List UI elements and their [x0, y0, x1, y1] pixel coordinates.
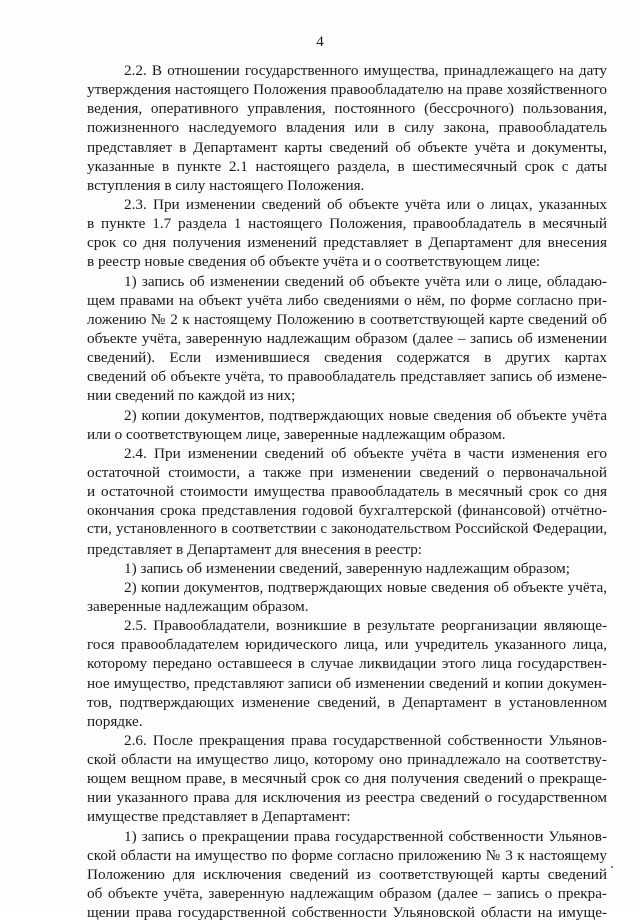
text-line: представляет в Департамент для внесения в реестр: [87, 540, 423, 558]
text-line: ложению № 2 к настоящему Положению в соответствующей карте сведений об [87, 310, 607, 328]
text-line: 2.2. В отношении государственного имущества, принадлежащего на дату [124, 62, 607, 79]
text-line: 2.4. При изменении сведений об объекте учёта в части изменения его [124, 444, 607, 462]
text-line: 2.6. После прекращения права государственной собственности Ульянов- [124, 731, 607, 749]
document-body [87, 61, 607, 922]
text-line: срок со дня получения изменений представляет в Департамент для внесения [87, 234, 607, 252]
text-line: 2) копии документов, подтверждающих новые сведения об объекте учёта, [124, 578, 607, 596]
text-line: нии сведений по каждой из них; [87, 387, 296, 405]
text-line: 2) копии документов, подтверждающих новые сведения об объекте учёта [124, 406, 607, 424]
text-line: 1) запись об изменении сведений, заверенную надлежащим образом; [124, 559, 570, 577]
text-line: или о соответствующем лице, заверенные надлежащим образом. [87, 425, 506, 443]
text-line: ющем вещном праве, в месячный срок со дня получения сведений о прекраще- [87, 770, 607, 788]
text-line: тов, подтверждающих изменение сведений, в Департамент в установленном [87, 693, 607, 711]
text-line: 2.3. При изменении сведений об объекте учёта или о лицах, указанных [124, 195, 607, 213]
text-line: которому передано оставшееся в случае ликвидации этого лица государствен- [87, 655, 607, 673]
text-line: щем правами на объект учёта либо сведениями о нём, по форме согласно при- [87, 291, 607, 309]
text-line: Положению для исключения сведений из соответствующей карты сведений [87, 865, 607, 883]
text-line: пожизненного наследуемого владения или в силу закона, правообладатель [87, 119, 607, 137]
text-line: ведения, оперативного управления, постоянного (бессрочного) пользования, [87, 100, 607, 118]
text-line: щении права государственной собственности Ульяновской области на имуще- [87, 904, 607, 922]
text-line: ской области на имущество лицо, которому оно принадлежало на соответству- [87, 751, 607, 769]
text-line: ской области на имущество по форме согласно приложению № 3 к настоящему [87, 846, 607, 864]
scan-speck [611, 866, 613, 868]
text-line: ное имущество, представляют записи об изменении сведений и копии докумен- [87, 674, 607, 692]
text-line: указанные в пункте 2.1 настоящего раздела, в шестимесячный срок с даты [87, 157, 607, 175]
text-line: 1) запись об изменении сведений об объекте учёта или о лице, обладаю- [124, 272, 607, 290]
text-line: заверенные надлежащим образом. [87, 597, 309, 615]
text-line: сведений). Если изменившиеся сведения содержатся в других картах [87, 349, 607, 367]
text-line: об объекте учёта, заверенную надлежащим образом (далее – запись о прекра- [87, 885, 607, 903]
text-line: объекте учёта, заверенную надлежащим образом (далее – запись об изменении [87, 329, 607, 347]
text-line: в пункте 1.7 раздела 1 настоящего Положения, правообладатель в месячный [87, 215, 607, 233]
text-line: и остаточной стоимости имущества правообладатель в месячный срок со дня [87, 483, 607, 501]
text-line: остаточной стоимости, а также при изменении сведений о первоначальной [87, 463, 607, 481]
text-line: 2.5. Правообладатели, возникшие в результате реорганизации являюще- [124, 617, 607, 635]
text-line: вступления в силу настоящего Положения. [87, 176, 365, 194]
text-line: утверждения настоящего Положения правообладателю на праве хозяйственного [87, 81, 607, 99]
text-line: сти, установленного в соответствии с законодательством Российской Федерации, [87, 521, 607, 538]
text-line: нии указанного права для исключения из реестра сведений о государственном [87, 789, 607, 807]
text-line: порядке. [87, 712, 143, 730]
text-line: представляет в Департамент карты сведений об объекте учёта и документы, [87, 138, 607, 156]
page-number: 4 [316, 34, 324, 50]
text-line: в реестр новые сведения об объекте учёта и о соответствующем лице: [87, 253, 541, 271]
text-line: 1) запись о прекращении права государственной собственности Ульянов- [124, 827, 607, 845]
text-line: гося правообладателем юридического лица, или учредитель указанного лица, [87, 636, 607, 654]
text-line: имуществе представляет в Департамент: [87, 808, 351, 826]
text-line: окончания срока представления годовой бухгалтерской (финансовой) отчётно- [87, 502, 607, 520]
text-line: сведений об объекте учёта, то правообладатель представляет запись об измене- [87, 368, 607, 386]
